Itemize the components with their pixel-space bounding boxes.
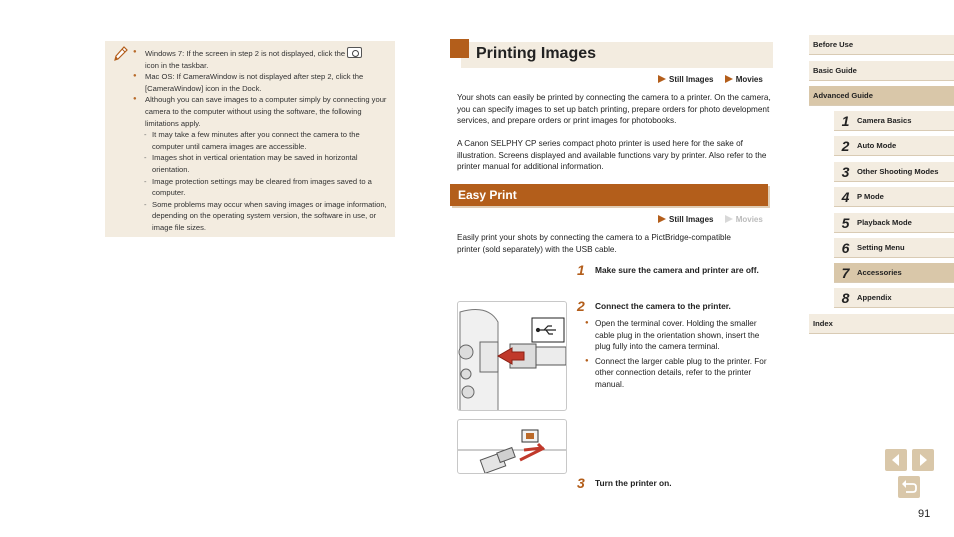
note-subitem: - Some problems may occur when saving images or image information, depending on the operating system version, the software in use, or image file sizes. bbox=[133, 199, 389, 234]
arrow-left-icon bbox=[885, 449, 907, 471]
chapter-label: Camera Basics bbox=[857, 116, 912, 125]
pencil-icon bbox=[112, 45, 128, 63]
chapter-label: Other Shooting Modes bbox=[857, 167, 939, 176]
next-page-button[interactable] bbox=[912, 449, 934, 471]
arrow-right-icon bbox=[912, 449, 934, 471]
note-box bbox=[105, 41, 395, 237]
triangle-icon bbox=[725, 75, 733, 83]
chapter-label: Appendix bbox=[857, 293, 892, 302]
note-subitem: - Image protection settings may be cleared from images saved to a computer. bbox=[133, 176, 389, 199]
list-item: ● Open the terminal cover. Holding the smaller cable plug in the orientation shown, insert the plug fully into the camera terminal. bbox=[585, 318, 775, 353]
list-item: ● Connect the larger cable plug to the printer. For other connection details, refer to the printer manual. bbox=[585, 356, 775, 391]
return-button[interactable] bbox=[898, 476, 920, 498]
prev-page-button[interactable] bbox=[885, 449, 907, 471]
note-item: ● Although you can save images to a computer simply by connecting your camera to the computer without using the software, the following limitations apply. bbox=[133, 94, 389, 129]
nav-chapter-1[interactable] bbox=[834, 111, 954, 131]
intro-paragraph-2: A Canon SELPHY CP series compact photo printer is used here for the sake of illustration. Screens displayed and available functions vary by printer. Also refer to the printer manual for additional information. bbox=[457, 139, 767, 172]
chapter-number: 1 bbox=[841, 112, 850, 129]
chapter-number: 3 bbox=[841, 163, 850, 180]
note-item: ● Windows 7: If the screen in step 2 is not displayed, click the icon in the taskbar. bbox=[133, 47, 389, 71]
easy-print-intro: Easily print your shots by connecting the camera to a PictBridge-compatible printer (sold separately) with the USB cable. bbox=[457, 233, 731, 254]
chapter-number: 5 bbox=[841, 214, 850, 231]
camera-usb-icon bbox=[458, 302, 567, 411]
note-subitem: - It may take a few minutes after you connect the camera to the computer until camera images are accessible. bbox=[133, 129, 389, 152]
chapter-number: 4 bbox=[841, 188, 850, 205]
note-list bbox=[133, 47, 389, 234]
nav-chapter-4[interactable] bbox=[834, 187, 954, 207]
title-marker bbox=[450, 39, 469, 58]
triangle-icon bbox=[658, 215, 666, 223]
printer-connection-illustration bbox=[457, 419, 567, 474]
nav-advanced-guide[interactable]: Advanced Guide bbox=[809, 86, 954, 106]
chapter-number: 7 bbox=[841, 264, 850, 281]
nav-before-use[interactable]: Before Use bbox=[809, 35, 954, 55]
chapter-label: Playback Mode bbox=[857, 218, 912, 227]
subsection-title: Easy Print bbox=[458, 188, 517, 202]
step-number: 3 bbox=[577, 475, 585, 491]
chapter-number: 6 bbox=[841, 239, 850, 256]
triangle-icon bbox=[658, 75, 666, 83]
step2-bullets bbox=[585, 318, 775, 394]
nav-chapter-7[interactable] bbox=[834, 263, 954, 283]
nav-basic-guide[interactable]: Basic Guide bbox=[809, 61, 954, 81]
note-item: ● Mac OS: If CameraWindow is not displayed after step 2, click the [CameraWindow] icon in the Dock. bbox=[133, 71, 389, 94]
chapter-number: 2 bbox=[841, 137, 850, 154]
nav-chapter-8[interactable] bbox=[834, 288, 954, 308]
mode-indicator: Still Images Movies bbox=[658, 75, 763, 84]
intro-paragraph: Your shots can easily be printed by connecting the camera to a printer. On the camera, you can specify images to set up batch printing, prepare orders for photo development services, and prepare orders or print images for photobooks. bbox=[457, 93, 771, 126]
chapter-label: P Mode bbox=[857, 192, 884, 201]
step-number: 2 bbox=[577, 298, 585, 314]
nav-chapter-6[interactable] bbox=[834, 238, 954, 258]
note-subitem: - Images shot in vertical orientation may be saved in horizontal orientation. bbox=[133, 152, 389, 175]
chapter-label: Auto Mode bbox=[857, 141, 897, 150]
page-title: Printing Images bbox=[476, 45, 597, 62]
nav-index[interactable]: Index bbox=[809, 314, 954, 334]
chapter-label: Setting Menu bbox=[857, 243, 905, 252]
triangle-icon bbox=[725, 215, 733, 223]
step-text: Make sure the camera and printer are off. bbox=[595, 265, 759, 275]
nav-chapter-5[interactable] bbox=[834, 213, 954, 233]
step-text: Turn the printer on. bbox=[595, 478, 672, 488]
printer-usb-icon bbox=[458, 420, 567, 474]
camera-window-icon bbox=[347, 47, 362, 58]
chapter-number: 8 bbox=[841, 289, 850, 306]
return-icon bbox=[898, 476, 920, 498]
page-number: 91 bbox=[918, 508, 931, 520]
step-number: 1 bbox=[577, 262, 585, 278]
camera-connection-illustration bbox=[457, 301, 567, 411]
step-text: Connect the camera to the printer. bbox=[595, 301, 731, 311]
nav-chapter-2[interactable] bbox=[834, 136, 954, 156]
mode-indicator-easy: Still Images Movies bbox=[658, 215, 763, 224]
nav-chapter-3[interactable] bbox=[834, 162, 954, 182]
chapter-label: Accessories bbox=[857, 268, 902, 277]
